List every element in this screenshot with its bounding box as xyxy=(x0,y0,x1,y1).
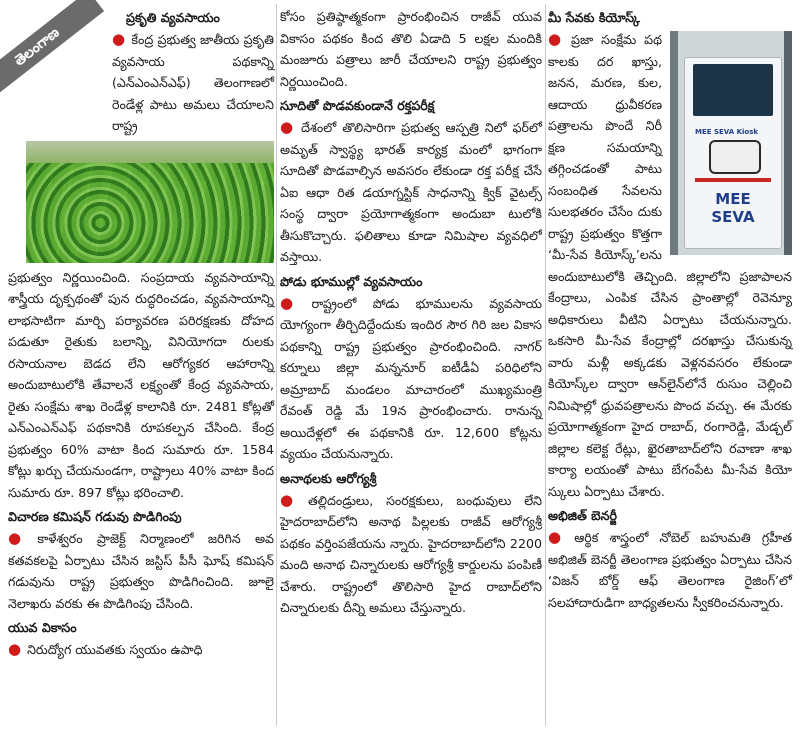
heading-meeseva-kiosk: మీ సేవకు కియోస్క్ xyxy=(548,10,640,25)
blood-test-para: ● దేశంలో తొలిసారిగా ప్రభుత్వ ఆస్పత్రి నిలో ఫర్‌లో అమృత్ స్వాస్థ్య భారత్ కార్యక్ర మంలో భాగంగా సూదితో పొడవాల్సిన అవసరం లేకుండా రక్త పరీక్ష చేసే ఏఐ ఆధా రిత డయాగ్నస్టిక్ సాధనాన్ని క్విక్ వైటల్స్ సంస్థ ద్వారా ప్రయోగాత్మకంగా అందుబా టులోకి తీసుకొచ్చారు. ఫలితాలు కూడా నిమిషాల వ్యవధిలో వస్తాయి. xyxy=(280,118,542,264)
kiosk-logo: MEE SEVA xyxy=(711,190,755,226)
kiosk-para: ● ప్రజా సంక్షేమ పథ కాలకు దర ఖాస్తు, జనన, మరణ, కుల, ఆదాయ ధ్రువీకరణ పత్రాలను పొందే నిరీ క్షణ సమయాన్ని తగ్గించడంతో పాటు సంబంధిత సేవలను సులభతరం చేసేం దుకు రాష్ట్ర ప్రభుత్వం కొత్తగా ‘మీ-సేవ కియోస్క్’లను అందుబాటులోకి తెచ్చింది. జిల్లాలోని ప్రజాపాలన కేంద్రాలు, ఎంపిక చేసిన ప్రాంతాల్లో రెవెన్యూ అధికారులు వీటిని ఏర్పాటు చేయనున్నారు. ఒకసారి మీ-సేవ కేంద్రాల్లో దరఖాస్తు చేసుకున్న వారు మళ్లీ అక్కడకు వెళ్లనవసరం లేకుండా కియోస్క్‌ల ద్వారా ఆన్‌లైన్‌లోనే రుసుం చెల్లించి నిమిషాల్లో ధ్రువపత్రాలను పొంద వచ్చు. ఈ మేరకు ప్రయోగాత్మకంగా హైద రాబాద్, రంగారెడ్డి, మేడ్చల్ జిల్లాల కలెక్ట రేట్లు, ఖైరతాబాద్‌లోని రవాణా శాఖ కార్యా లయంతో పాటు బేగంపేట మీ-సేవ కియో స్కులు ఏర్పాటు చేశారు. xyxy=(548,30,792,499)
heading-commission-extension: విచారణ కమిషన్ గడువు పొడిగింపు xyxy=(8,509,182,524)
kiosk-screen xyxy=(693,64,773,116)
heading-aarogyasri-orphans: అనాథలకు ఆరోగ్యశ్రీ xyxy=(280,470,377,486)
bullet-icon: ● xyxy=(112,30,126,48)
bullet-icon: ● xyxy=(8,640,22,658)
heading-needle-free-blood-test: సూదితో పొడవకుండానే రక్తపరీక్ష xyxy=(280,98,435,113)
bullet-icon: ● xyxy=(548,528,569,546)
natural-farming-para-1: ● కేంద్ర ప్రభుత్వ జాతీయ ప్రకృతి వ్యవసాయ పథకాన్ని (ఎన్‌ఎంఎన్‌ఎఫ్) తెలంగాణలో రెండేళ్ల పాటు అమలు చేయాలని రాష్ట్ర xyxy=(112,30,274,133)
abhijit-para: ● ఆర్థిక శాస్త్రంలో నోబెల్ బహుమతి గ్రహీత అభిజిత్ బెనర్జీ తెలంగాణ ప్రభుత్వం ఏర్పాటు చేసిన ‘విజన్ బోర్డ్ ఆఫ్ తెలంగాణ రైజింగ్’లో సలహాదారుడిగా బాధ్యతలను స్వీకరించనున్నారు. xyxy=(548,528,793,610)
yuva-vikasam-continued: కోసం ప్రతిష్ఠాత్మకంగా ప్రారంభించిన రాజీవ్ యువ వికాసం పథకం కింద తొలి ఏడాది 5 లక్షల మందికి మంజూరు పత్రాలు జారీ చేయాలని రాష్ట్ర ప్రభుత్వం నిర్ణయించింది. xyxy=(280,9,542,89)
heading-podu-lands: పోడు భూముల్లో వ్యవసాయం xyxy=(280,273,423,289)
column-2 xyxy=(280,6,542,726)
commission-para: ● కాళేశ్వరం ప్రాజెక్ట్ నిర్మాణంలో జరిగిన అవ కతవకలపై ఏర్పాటు చేసిన జస్టిస్ పీసీ ఘోష్ కమిషన్ గడువును రాష్ట్ర ప్రభుత్వం పొడిగించింది. జూలై నెలాఖరు వరకు ఈ పొడిగింపు చేసింది. xyxy=(8,529,274,611)
kiosk-machine xyxy=(684,57,782,249)
kiosk-stripe xyxy=(695,178,771,182)
bullet-icon: ● xyxy=(548,30,566,48)
column-3 xyxy=(548,6,792,726)
kiosk-brand-label: MEE SEVA Kiosk xyxy=(695,128,759,136)
podu-lands-para: ● రాష్ట్రంలో పోడు భూములను వ్యవసాయ యోగ్యంగా తీర్చిదిద్దేందుకు ఇందిర సౌర గిరి జల వికాస పథకాన్ని రాష్ట్ర ప్రభుత్వం ప్రారంభించింది. నాగర్ కర్నూలు జిల్లా మన్ననూర్ ఐటీడీఏ పరిధిలోని అమ్రాబాద్ మండలం మాచారంలో ముఖ్యమంత్రి రేవంత్ రెడ్డి మే 19న ప్రారంభించారు. రానున్న అయిదేళ్లలో ఈ పథకానికి రూ. 12,600 కోట్లను వ్యయం చేయనున్నారు. xyxy=(280,293,542,461)
aarogyasri-para: ● తల్లిదండ్రులు, సంరక్షకులు, బంధువులు లేని హైదరాబాద్‌లోని అనాథ పిల్లలకు రాజీవ్ ఆరోగ్యశ్రీ పథకం వర్తింపజేయను న్నారు. హైదరాబాద్‌లోని 2200 మంది అనాథ చిన్నారులకు ఆరోగ్యశ్రీ కార్డులను పంపిణీ చేశారు. రాష్ట్రంలో తొలిసారి హైద రాబాద్‌లోని చిన్నారులకు దీన్ని అమలు చేస్తున్నారు. xyxy=(280,490,542,615)
heading-yuva-vikasam: యువ వికాసం xyxy=(8,620,77,635)
section-ribbon: తెలంగాణ xyxy=(0,0,104,103)
yuva-vikasam-para: ● నిరుద్యోగ యువతకు స్వయం ఉపాధి xyxy=(8,640,203,658)
bullet-icon: ● xyxy=(8,529,32,547)
kiosk-card-slot xyxy=(709,140,761,174)
column-divider xyxy=(276,4,277,726)
crop-field-photo xyxy=(26,141,274,263)
column-divider xyxy=(545,4,546,726)
column-1 xyxy=(8,6,274,726)
bullet-icon: ● xyxy=(280,293,306,312)
bullet-icon: ● xyxy=(280,490,302,509)
heading-abhijit-banerjee: అభిజిత్ బెనర్జీ xyxy=(548,508,617,523)
bullet-icon: ● xyxy=(280,118,296,136)
heading-natural-farming: ప్రకృతి వ్యవసాయం xyxy=(126,10,220,25)
natural-farming-para-2: ప్రభుత్వం నిర్ణయించింది. సంప్రదాయ వ్యవసాయాన్ని శాస్త్రీయ దృక్పథంతో పున రుద్ధరించడం, వ్యవసాయాన్ని లాభసాటిగా మార్చి పర్యావరణ పరిరక్షణకు దోహద పడుతూ రైతుకు బలాన్ని, వినియోగదా రులకు రసాయనాల బెడద లేని ఆరోగ్యకర ఆహారాన్ని అందుబాటులోకి తేవాలనే లక్ష్యంతో కేంద్ర వ్యవసాయ, రైతు సంక్షేమ శాఖ రెండేళ్ల కాలానికి రూ. 2481 కోట్లతో ఎన్‌ఎంఎన్‌ఎఫ్ పథకానికి రూపకల్పన చేసింది. కేంద్ర ప్రభుత్వం 60% వాటా కింద సుమారు రూ. 1584 కోట్లు ఖర్చు చేయనుండగా, రాష్ట్రాలు 40% వాటా కింద సుమారు రూ. 897 కోట్లు భరించాలి. xyxy=(8,269,274,500)
kiosk-photo xyxy=(670,31,792,255)
